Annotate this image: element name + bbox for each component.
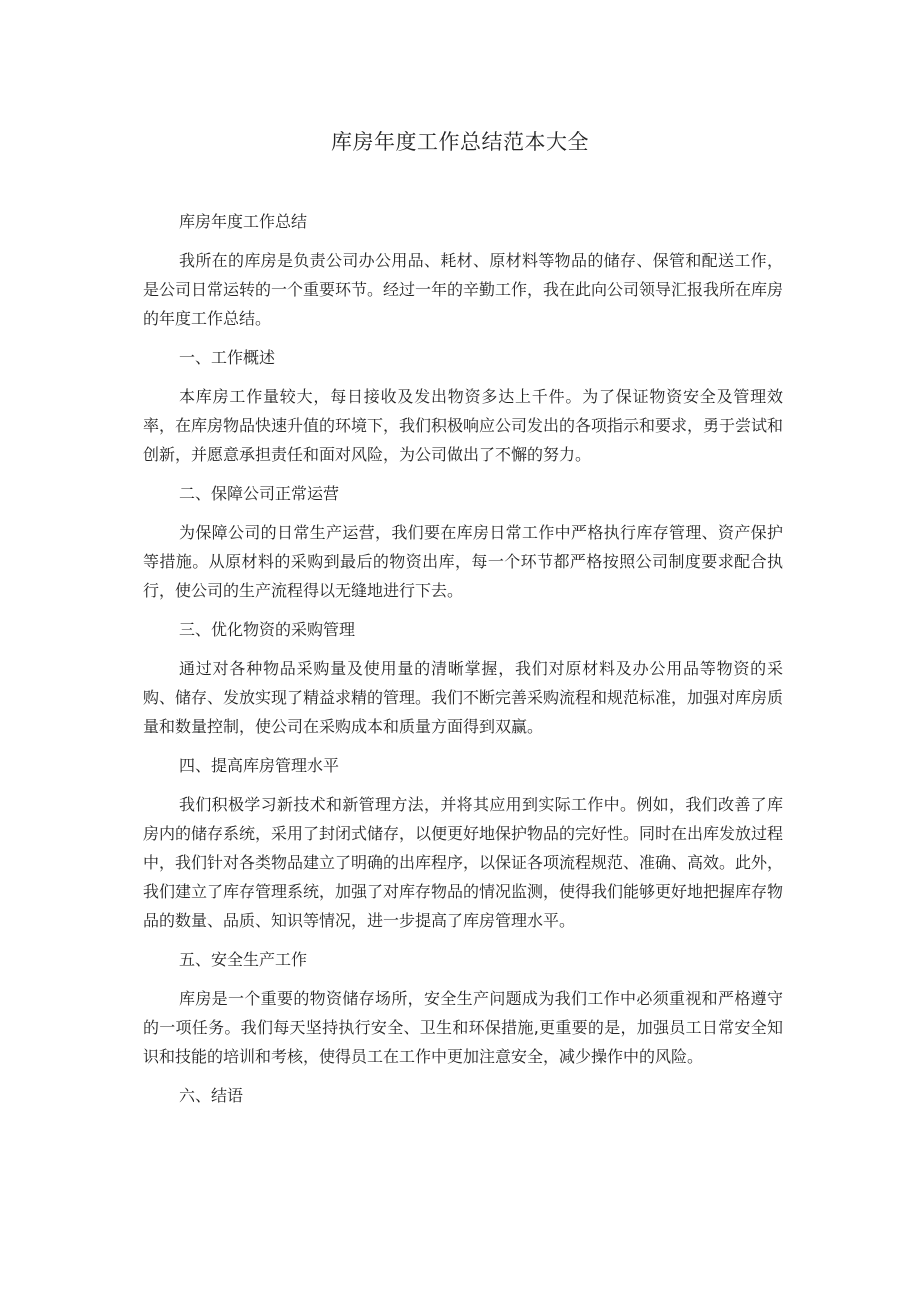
section-paragraph-1: 本库房工作量较大，每日接收及发出物资多达上千件。为了保证物资安全及管理效率，在库房物品快速升值的环境下，我们积极响应公司发出的各项指示和要求，勇于尝试和创新，并愿意承担责任和面对风险，为公司做出了不懈的努力。 — [143, 387, 784, 464]
section-heading-3: 三、优化物资的采购管理 — [179, 620, 356, 639]
section-paragraph-4: 我们积极学习新技术和新管理方法，并将其应用到实际工作中。例如，我们改善了库房内的储存系统，采用了封闭式储存，以便更好地保护物品的完好性。同时在出库发放过程中，我们针对各类物品建立了明确的出库程序，以保证各项流程规范、准确、高效。此外，我们建立了库存管理系统，加强了对库存物品的情况监测，使得我们能够更好地把握库存物品的数量、品质、知识等情况，进一步提高了库房管理水平。 — [143, 795, 784, 930]
intro-paragraph: 我所在的库房是负责公司办公用品、耗材、原材料等物品的储存、保管和配送工作，是公司日常运转的一个重要环节。经过一年的辛勤工作，我在此向公司领导汇报我所在库房的年度工作总结。 — [143, 251, 784, 328]
document-body — [143, 208, 783, 1110]
section-heading-2: 二、保障公司正常运营 — [179, 484, 340, 503]
document-subtitle: 库房年度工作总结 — [179, 212, 308, 231]
section-paragraph-3: 通过对各种物品采购量及使用量的清晰掌握，我们对原材料及办公用品等物资的采购、储存、发放实现了精益求精的管理。我们不断完善采购流程和规范标准，加强对库房质量和数量控制，使公司在采购成本和质量方面得到双赢。 — [143, 659, 784, 736]
section-paragraph-5: 库房是一个重要的物资储存场所，安全生产问题成为我们工作中必须重视和严格遵守的一项任务。我们每天坚持执行安全、卫生和环保措施,更重要的是，加强员工日常安全知识和技能的培训和考核，使得员工在工作中更加注意安全，减少操作中的风险。 — [143, 989, 783, 1066]
section-paragraph-2: 为保障公司的日常生产运营，我们要在库房日常工作中严格执行库存管理、资产保护等措施。从原材料的采购到最后的物资出库，每一个环节都严格按照公司制度要求配合执行，使公司的生产流程得以无缝地进行下去。 — [143, 523, 783, 600]
section-heading-5: 五、安全生产工作 — [179, 950, 308, 969]
section-heading-4: 四、提高库房管理水平 — [179, 756, 340, 775]
document-title: 库房年度工作总结范本大全 — [331, 130, 589, 154]
section-heading-6: 六、结语 — [179, 1086, 244, 1105]
section-heading-1: 一、工作概述 — [179, 348, 276, 367]
